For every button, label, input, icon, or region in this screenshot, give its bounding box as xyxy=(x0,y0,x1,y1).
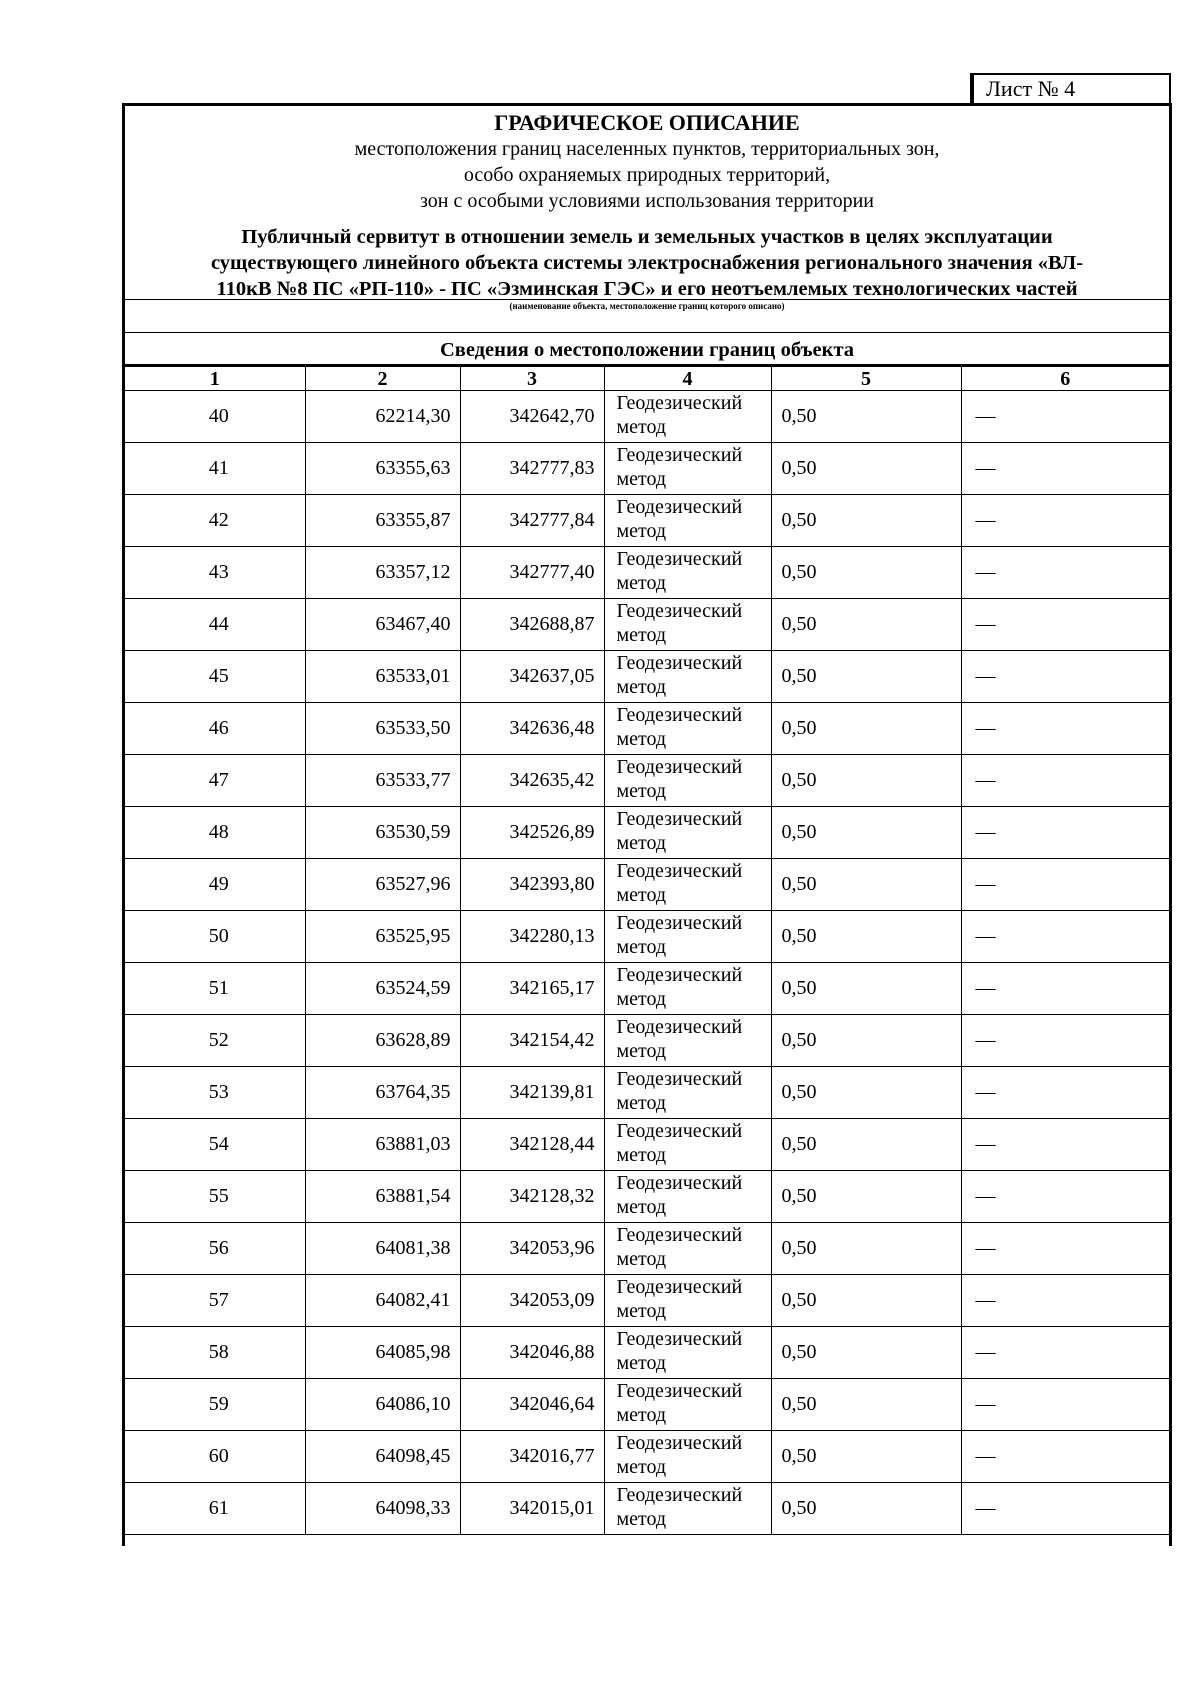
y-coordinate-cell: 342128,44 xyxy=(460,1119,604,1171)
point-number-cell: 42 xyxy=(125,495,305,547)
document-subtitle xyxy=(125,136,1169,214)
accuracy-cell: 0,50 xyxy=(771,1119,961,1171)
x-coordinate-cell: 63881,54 xyxy=(305,1171,460,1223)
description-cell: — xyxy=(961,599,1169,651)
column-header: 6 xyxy=(961,366,1169,391)
y-coordinate-cell: 342280,13 xyxy=(460,911,604,963)
method-cell: Геодезический метод xyxy=(604,443,771,495)
x-coordinate-cell: 63530,59 xyxy=(305,807,460,859)
point-number-cell: 49 xyxy=(125,859,305,911)
point-number-cell: 60 xyxy=(125,1431,305,1483)
description-cell: — xyxy=(961,755,1169,807)
point-number-cell: 40 xyxy=(125,391,305,443)
description-cell: — xyxy=(961,1431,1169,1483)
x-coordinate-cell: 63524,59 xyxy=(305,963,460,1015)
accuracy-cell: 0,50 xyxy=(771,859,961,911)
point-number-cell: 43 xyxy=(125,547,305,599)
description-cell: — xyxy=(961,1067,1169,1119)
y-coordinate-cell: 342526,89 xyxy=(460,807,604,859)
y-coordinate-cell: 342636,48 xyxy=(460,703,604,755)
description-cell: — xyxy=(961,963,1169,1015)
y-coordinate-cell: 342053,96 xyxy=(460,1223,604,1275)
table-row xyxy=(125,1119,1169,1171)
method-cell: Геодезический метод xyxy=(604,963,771,1015)
y-coordinate-cell: 342688,87 xyxy=(460,599,604,651)
x-coordinate-cell: 63533,01 xyxy=(305,651,460,703)
y-coordinate-cell: 342046,88 xyxy=(460,1327,604,1379)
point-number-cell: 56 xyxy=(125,1223,305,1275)
sheet-number: Лист № 4 xyxy=(970,73,1171,105)
column-header: 5 xyxy=(771,366,961,391)
accuracy-cell: 0,50 xyxy=(771,1223,961,1275)
accuracy-cell: 0,50 xyxy=(771,1431,961,1483)
method-cell: Геодезический метод xyxy=(604,807,771,859)
x-coordinate-cell: 64082,41 xyxy=(305,1275,460,1327)
description-cell: — xyxy=(961,1483,1169,1535)
table-row xyxy=(125,1223,1169,1275)
point-number-cell: 61 xyxy=(125,1483,305,1535)
table-row xyxy=(125,859,1169,911)
table-body xyxy=(125,366,1169,1535)
method-cell: Геодезический метод xyxy=(604,1015,771,1067)
x-coordinate-cell: 62214,30 xyxy=(305,391,460,443)
point-number-cell: 55 xyxy=(125,1171,305,1223)
table-row xyxy=(125,495,1169,547)
y-coordinate-cell: 342777,83 xyxy=(460,443,604,495)
description-cell: — xyxy=(961,495,1169,547)
y-coordinate-cell: 342128,32 xyxy=(460,1171,604,1223)
table-row xyxy=(125,547,1169,599)
method-cell: Геодезический метод xyxy=(604,1379,771,1431)
table-header-row xyxy=(125,366,1169,391)
accuracy-cell: 0,50 xyxy=(771,1327,961,1379)
x-coordinate-cell: 64085,98 xyxy=(305,1327,460,1379)
point-number-cell: 52 xyxy=(125,1015,305,1067)
point-number-cell: 48 xyxy=(125,807,305,859)
y-coordinate-cell: 342637,05 xyxy=(460,651,604,703)
description-cell: — xyxy=(961,1015,1169,1067)
description-cell: — xyxy=(961,1379,1169,1431)
accuracy-cell: 0,50 xyxy=(771,443,961,495)
accuracy-cell: 0,50 xyxy=(771,755,961,807)
accuracy-cell: 0,50 xyxy=(771,599,961,651)
x-coordinate-cell: 63355,63 xyxy=(305,443,460,495)
method-cell: Геодезический метод xyxy=(604,495,771,547)
description-cell: — xyxy=(961,547,1169,599)
document-title: ГРАФИЧЕСКОЕ ОПИСАНИЕ xyxy=(494,110,800,135)
divider xyxy=(125,332,1169,333)
table-row xyxy=(125,1327,1169,1379)
object-line: Публичный сервитут в отношении земель и земельных участков в целях эксплуатации xyxy=(241,226,1053,248)
table-row xyxy=(125,963,1169,1015)
x-coordinate-cell: 63764,35 xyxy=(305,1067,460,1119)
description-cell: — xyxy=(961,651,1169,703)
subtitle-line: местоположения границ населенных пунктов, территориальных зон, xyxy=(354,138,940,160)
document-frame xyxy=(122,103,1172,1546)
subtitle-line: зон с особыми условиями использования территории xyxy=(419,190,875,212)
table-row xyxy=(125,1015,1169,1067)
y-coordinate-cell: 342139,81 xyxy=(460,1067,604,1119)
table-row xyxy=(125,911,1169,963)
method-cell: Геодезический метод xyxy=(604,755,771,807)
y-coordinate-cell: 342635,42 xyxy=(460,755,604,807)
table-row xyxy=(125,755,1169,807)
point-number-cell: 51 xyxy=(125,963,305,1015)
y-coordinate-cell: 342393,80 xyxy=(460,859,604,911)
description-cell: — xyxy=(961,1223,1169,1275)
x-coordinate-cell: 63628,89 xyxy=(305,1015,460,1067)
column-header: 4 xyxy=(604,366,771,391)
x-coordinate-cell: 63355,87 xyxy=(305,495,460,547)
y-coordinate-cell: 342642,70 xyxy=(460,391,604,443)
x-coordinate-cell: 63525,95 xyxy=(305,911,460,963)
accuracy-cell: 0,50 xyxy=(771,1015,961,1067)
method-cell: Геодезический метод xyxy=(604,911,771,963)
accuracy-cell: 0,50 xyxy=(771,1171,961,1223)
y-coordinate-cell: 342015,01 xyxy=(460,1483,604,1535)
description-cell: — xyxy=(961,859,1169,911)
x-coordinate-cell: 64098,45 xyxy=(305,1431,460,1483)
accuracy-cell: 0,50 xyxy=(771,547,961,599)
method-cell: Геодезический метод xyxy=(604,1275,771,1327)
accuracy-cell: 0,50 xyxy=(771,651,961,703)
point-number-cell: 44 xyxy=(125,599,305,651)
description-cell: — xyxy=(961,911,1169,963)
x-coordinate-cell: 63881,03 xyxy=(305,1119,460,1171)
table-row xyxy=(125,807,1169,859)
x-coordinate-cell: 63527,96 xyxy=(305,859,460,911)
table-row xyxy=(125,1067,1169,1119)
accuracy-cell: 0,50 xyxy=(771,495,961,547)
point-number-cell: 58 xyxy=(125,1327,305,1379)
x-coordinate-cell: 63357,12 xyxy=(305,547,460,599)
accuracy-cell: 0,50 xyxy=(771,1275,961,1327)
accuracy-cell: 0,50 xyxy=(771,703,961,755)
table-row xyxy=(125,651,1169,703)
y-coordinate-cell: 342777,40 xyxy=(460,547,604,599)
description-cell: — xyxy=(961,391,1169,443)
description-cell: — xyxy=(961,807,1169,859)
point-number-cell: 46 xyxy=(125,703,305,755)
method-cell: Геодезический метод xyxy=(604,703,771,755)
object-line: 110кВ №8 ПС «РП-110» - ПС «Эзминская ГЭС» и его неотъемлемых технологических частей xyxy=(216,278,1078,300)
x-coordinate-cell: 63533,77 xyxy=(305,755,460,807)
description-cell: — xyxy=(961,1275,1169,1327)
method-cell: Геодезический метод xyxy=(604,599,771,651)
accuracy-cell: 0,50 xyxy=(771,911,961,963)
table-row xyxy=(125,1483,1169,1535)
accuracy-cell: 0,50 xyxy=(771,1483,961,1535)
description-cell: — xyxy=(961,1119,1169,1171)
section-title: Сведения о местоположении границ объекта xyxy=(439,339,855,361)
description-cell: — xyxy=(961,443,1169,495)
description-cell: — xyxy=(961,1171,1169,1223)
table-row xyxy=(125,443,1169,495)
accuracy-cell: 0,50 xyxy=(771,1067,961,1119)
method-cell: Геодезический метод xyxy=(604,1067,771,1119)
x-coordinate-cell: 64098,33 xyxy=(305,1483,460,1535)
method-cell: Геодезический метод xyxy=(604,1327,771,1379)
method-cell: Геодезический метод xyxy=(604,391,771,443)
point-number-cell: 57 xyxy=(125,1275,305,1327)
table-row xyxy=(125,391,1169,443)
method-cell: Геодезический метод xyxy=(604,859,771,911)
accuracy-cell: 0,50 xyxy=(771,963,961,1015)
accuracy-cell: 0,50 xyxy=(771,807,961,859)
point-number-cell: 41 xyxy=(125,443,305,495)
object-name xyxy=(125,224,1169,302)
point-number-cell: 50 xyxy=(125,911,305,963)
x-coordinate-cell: 64086,10 xyxy=(305,1379,460,1431)
coordinates-table xyxy=(125,364,1169,1535)
y-coordinate-cell: 342777,84 xyxy=(460,495,604,547)
point-number-cell: 53 xyxy=(125,1067,305,1119)
x-coordinate-cell: 64081,38 xyxy=(305,1223,460,1275)
document-header xyxy=(125,106,1169,361)
point-number-cell: 54 xyxy=(125,1119,305,1171)
point-number-cell: 45 xyxy=(125,651,305,703)
method-cell: Геодезический метод xyxy=(604,1119,771,1171)
description-cell: — xyxy=(961,1327,1169,1379)
table-row xyxy=(125,1431,1169,1483)
object-caption: (наименование объекта, местоположение границ которого описано) xyxy=(509,301,785,311)
method-cell: Геодезический метод xyxy=(604,1431,771,1483)
description-cell: — xyxy=(961,703,1169,755)
y-coordinate-cell: 342053,09 xyxy=(460,1275,604,1327)
method-cell: Геодезический метод xyxy=(604,547,771,599)
table-row xyxy=(125,1379,1169,1431)
point-number-cell: 59 xyxy=(125,1379,305,1431)
accuracy-cell: 0,50 xyxy=(771,391,961,443)
column-header: 1 xyxy=(125,366,305,391)
accuracy-cell: 0,50 xyxy=(771,1379,961,1431)
column-header: 3 xyxy=(460,366,604,391)
table-row xyxy=(125,1171,1169,1223)
y-coordinate-cell: 342046,64 xyxy=(460,1379,604,1431)
y-coordinate-cell: 342165,17 xyxy=(460,963,604,1015)
method-cell: Геодезический метод xyxy=(604,1483,771,1535)
method-cell: Геодезический метод xyxy=(604,1171,771,1223)
table-row xyxy=(125,1275,1169,1327)
table-row xyxy=(125,599,1169,651)
y-coordinate-cell: 342154,42 xyxy=(460,1015,604,1067)
point-number-cell: 47 xyxy=(125,755,305,807)
column-header: 2 xyxy=(305,366,460,391)
method-cell: Геодезический метод xyxy=(604,651,771,703)
y-coordinate-cell: 342016,77 xyxy=(460,1431,604,1483)
x-coordinate-cell: 63533,50 xyxy=(305,703,460,755)
x-coordinate-cell: 63467,40 xyxy=(305,599,460,651)
subtitle-line: особо охраняемых природных территорий, xyxy=(463,164,831,186)
table-row xyxy=(125,703,1169,755)
object-line: существующего линейного объекта системы электроснабжения регионального значения «ВЛ- xyxy=(210,252,1084,274)
method-cell: Геодезический метод xyxy=(604,1223,771,1275)
